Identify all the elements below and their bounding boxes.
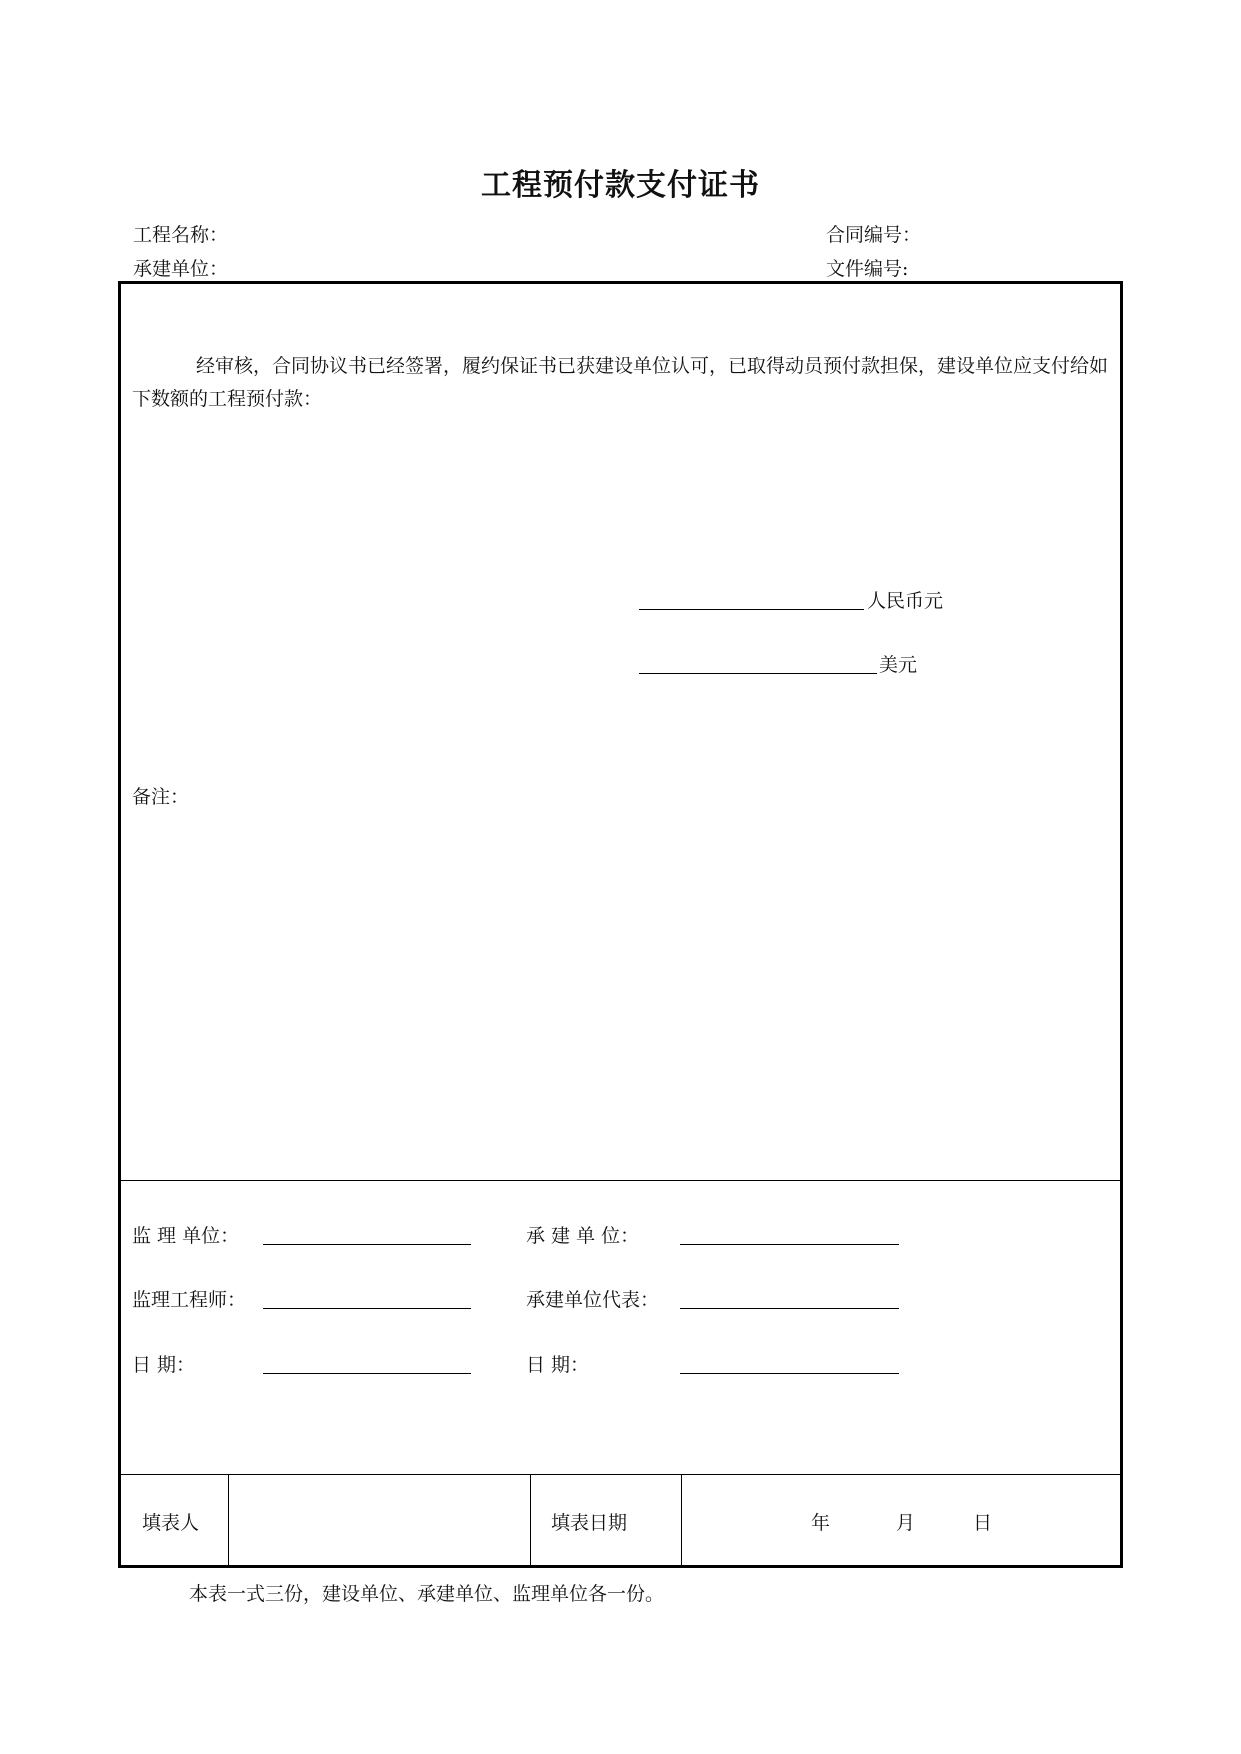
supervisor-date-label: 日 期： bbox=[132, 1354, 196, 1376]
usd-amount-line[interactable] bbox=[639, 673, 877, 674]
certificate-frame bbox=[118, 281, 1123, 1568]
remarks-label: 备注： bbox=[132, 786, 190, 808]
supervisor-unit-line[interactable] bbox=[263, 1244, 471, 1245]
footer-col-divider-2 bbox=[530, 1474, 531, 1565]
rmb-amount-line[interactable] bbox=[639, 609, 864, 610]
contractor-rep-line[interactable] bbox=[680, 1308, 899, 1309]
footnote: 本表一式三份，建设单位、承建单位、监理单位各一份。 bbox=[189, 1583, 665, 1605]
project-name-label: 工程名称： bbox=[133, 224, 229, 246]
contractor-unit-label: 承 建 单 位： bbox=[526, 1225, 640, 1247]
document-title: 工程预付款支付证书 bbox=[481, 168, 760, 203]
rmb-unit-label: 人民币元 bbox=[867, 590, 944, 612]
supervisor-engineer-label: 监理工程师： bbox=[132, 1289, 247, 1311]
footer-row-divider bbox=[121, 1474, 1120, 1475]
contractor-unit-line[interactable] bbox=[680, 1244, 899, 1245]
supervisor-engineer-line[interactable] bbox=[263, 1308, 471, 1309]
contractor-date-line[interactable] bbox=[680, 1373, 899, 1374]
usd-unit-label: 美元 bbox=[879, 654, 918, 676]
fill-date-label: 填表日期 bbox=[551, 1512, 628, 1534]
year-label: 年 bbox=[811, 1512, 831, 1534]
certification-paragraph: 经审核，合同协议书已经签署，履约保证书已获建设单位认可，已取得动员预付款担保，建设单位应支付给如下数额的工程预付款： bbox=[132, 355, 1109, 410]
file-no-label: 文件编号: bbox=[826, 258, 909, 280]
contract-no-label: 合同编号： bbox=[826, 224, 922, 246]
contractor-label: 承建单位： bbox=[133, 258, 229, 280]
signature-section-divider bbox=[121, 1180, 1120, 1181]
supervisor-date-line[interactable] bbox=[263, 1373, 471, 1374]
contractor-rep-label: 承建单位代表： bbox=[526, 1289, 660, 1311]
contractor-date-label: 日 期： bbox=[526, 1354, 590, 1376]
footer-col-divider-3 bbox=[681, 1474, 682, 1565]
footer-col-divider-1 bbox=[228, 1474, 229, 1565]
filler-label: 填表人 bbox=[142, 1512, 200, 1534]
supervisor-unit-label: 监 理 单位： bbox=[132, 1225, 240, 1247]
day-label: 日 bbox=[973, 1512, 993, 1534]
month-label: 月 bbox=[896, 1512, 916, 1534]
